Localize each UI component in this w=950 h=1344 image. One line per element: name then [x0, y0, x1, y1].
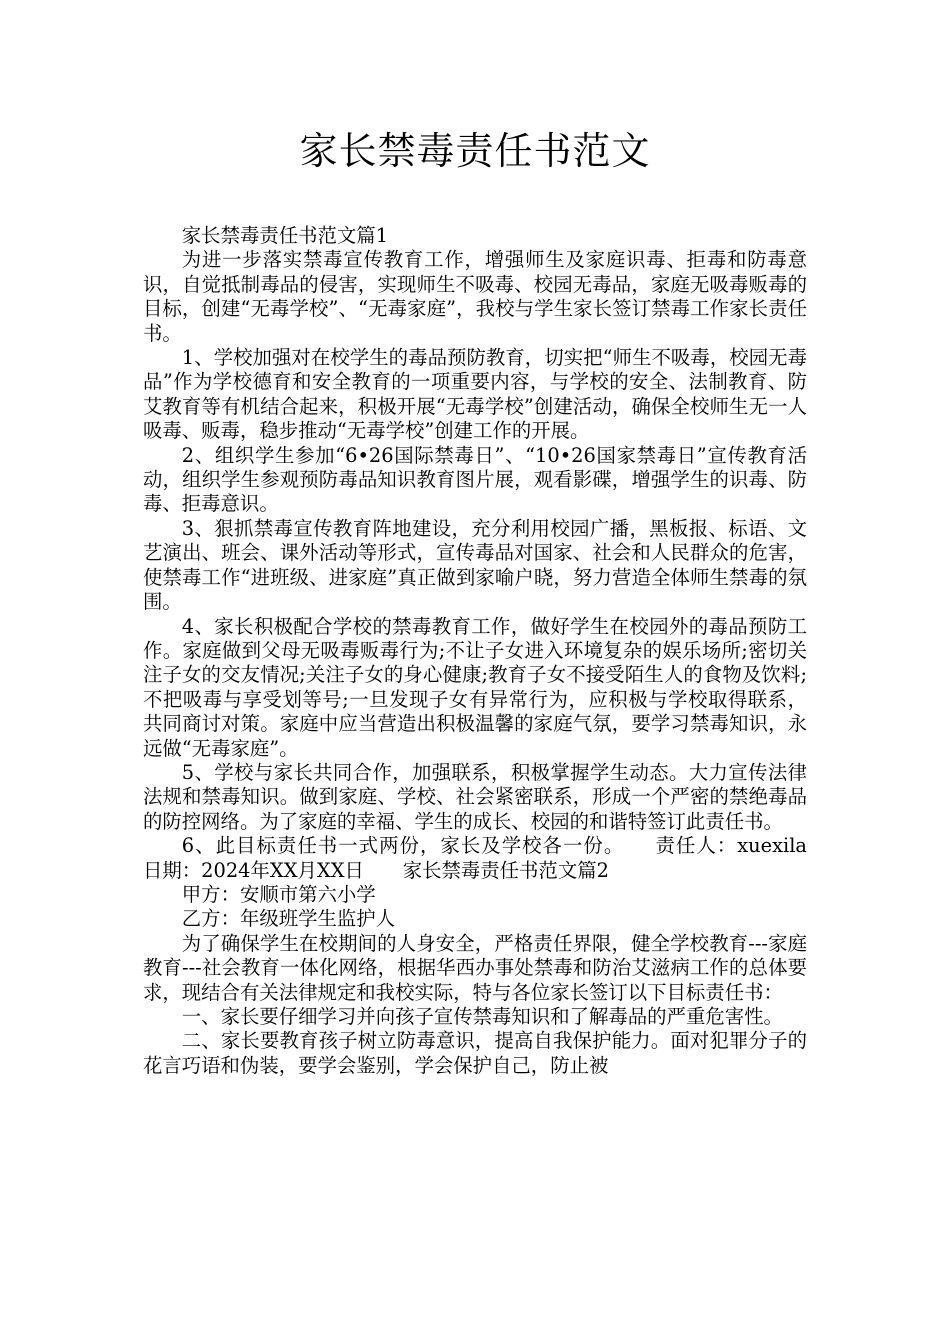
document-body	[143, 224, 846, 1078]
paragraph-item-4: 4、家长积极配合学校的禁毒教育工作，做好学生在校园外的毒品预防工作。家庭做到父母无吸毒贩毒行为;不让子女进入环境复杂的娱乐场所;密切关注子女的交友情况;关注子女的身心健康;教育子女不接受陌生人的食物及饮料;不把吸毒与享受划等号;一旦发现子女有异常行为，应积极与学校取得联系，共同商讨对策。家庭中应当营造出积极温馨的家庭气氛，要学习禁毒知识，永远做“无毒家庭”。	[143, 614, 807, 760]
paragraph-party-b: 乙方：年级班学生监护人	[181, 907, 396, 931]
paragraph-item-1: 1、学校加强对在校学生的毒品预防教育，切实把“师生不吸毒，校园无毒品”作为学校德育和安全教育的一项重要内容，与学校的安全、法制教育、防艾教育等有机结合起来，积极开展“无毒学校”创建活动，确保全校师生无一人吸毒、贩毒，稳步推动“无毒学校”创建工作的开展。	[143, 346, 807, 443]
paragraph-party-a: 甲方：安顺市第六小学	[181, 882, 376, 906]
paragraph-clause-1: 一、家长要仔细学习并向孩子宣传禁毒知识和了解毒品的严重危害性。	[181, 1005, 783, 1028]
paragraph-item-6-signature: 6、此目标责任书一式两份，家长及学校各一份。 责任人：xuexila 日期：2024年XX月XX日 家长禁毒责任书范文篇2	[143, 834, 846, 882]
paragraph-clause-2: 二、家长要教育孩子树立防毒意识，提高自我保护能力。面对犯罪分子的花言巧语和伪装，要学会鉴别，学会保护自己，防止被	[143, 1029, 807, 1077]
paragraph-item-3: 3、狠抓禁毒宣传教育阵地建设，充分利用校园广播，黑板报、标语、文艺演出、班会、课外活动等形式，宣传毒品对国家、社会和人民群众的危害，使禁毒工作“进班级、进家庭”真正做到家喻户晓，努力营造全体师生禁毒的氛围。	[143, 516, 807, 614]
paragraph-item-5: 5、学校与家长共同合作，加强联系，积极掌握学生动态。大力宣传法律法规和禁毒知识。做到家庭、学校、社会紧密联系，形成一个严密的禁绝毒品的防控网络。为了家庭的幸福、学生的成长、校园的和谐特签订此责任书。	[143, 760, 807, 833]
paragraph-item-2: 2、组织学生参加“6•26国际禁毒日”、“10•26国家禁毒日”宣传教育活动，组织学生参观预防毒品知识教育图片展，观看影碟，增强学生的识毒、防毒、拒毒意识。	[143, 443, 807, 516]
document-title: 家长禁毒责任书范文	[299, 129, 651, 173]
paragraph-section-heading-1: 家长禁毒责任书范文篇1	[181, 224, 389, 247]
paragraph-intro-2: 为了确保学生在校期间的人身安全，严格责任界限，健全学校教育---家庭教育---社会教育一体化网络，根据华西办事处禁毒和防治艾滋病工作的总体要求，现结合有关法律规定和我校实际，特与各位家长签订以下目标责任书：	[143, 931, 807, 1004]
paragraph-intro: 为进一步落实禁毒宣传教育工作，增强师生及家庭识毒、拒毒和防毒意识，自觉抵制毒品的侵害，实现师生不吸毒、校园无毒品，家庭无吸毒贩毒的目标，创建“无毒学校”、“无毒家庭”，我校与学生家长签订禁毒工作家长责任书。	[143, 248, 807, 345]
